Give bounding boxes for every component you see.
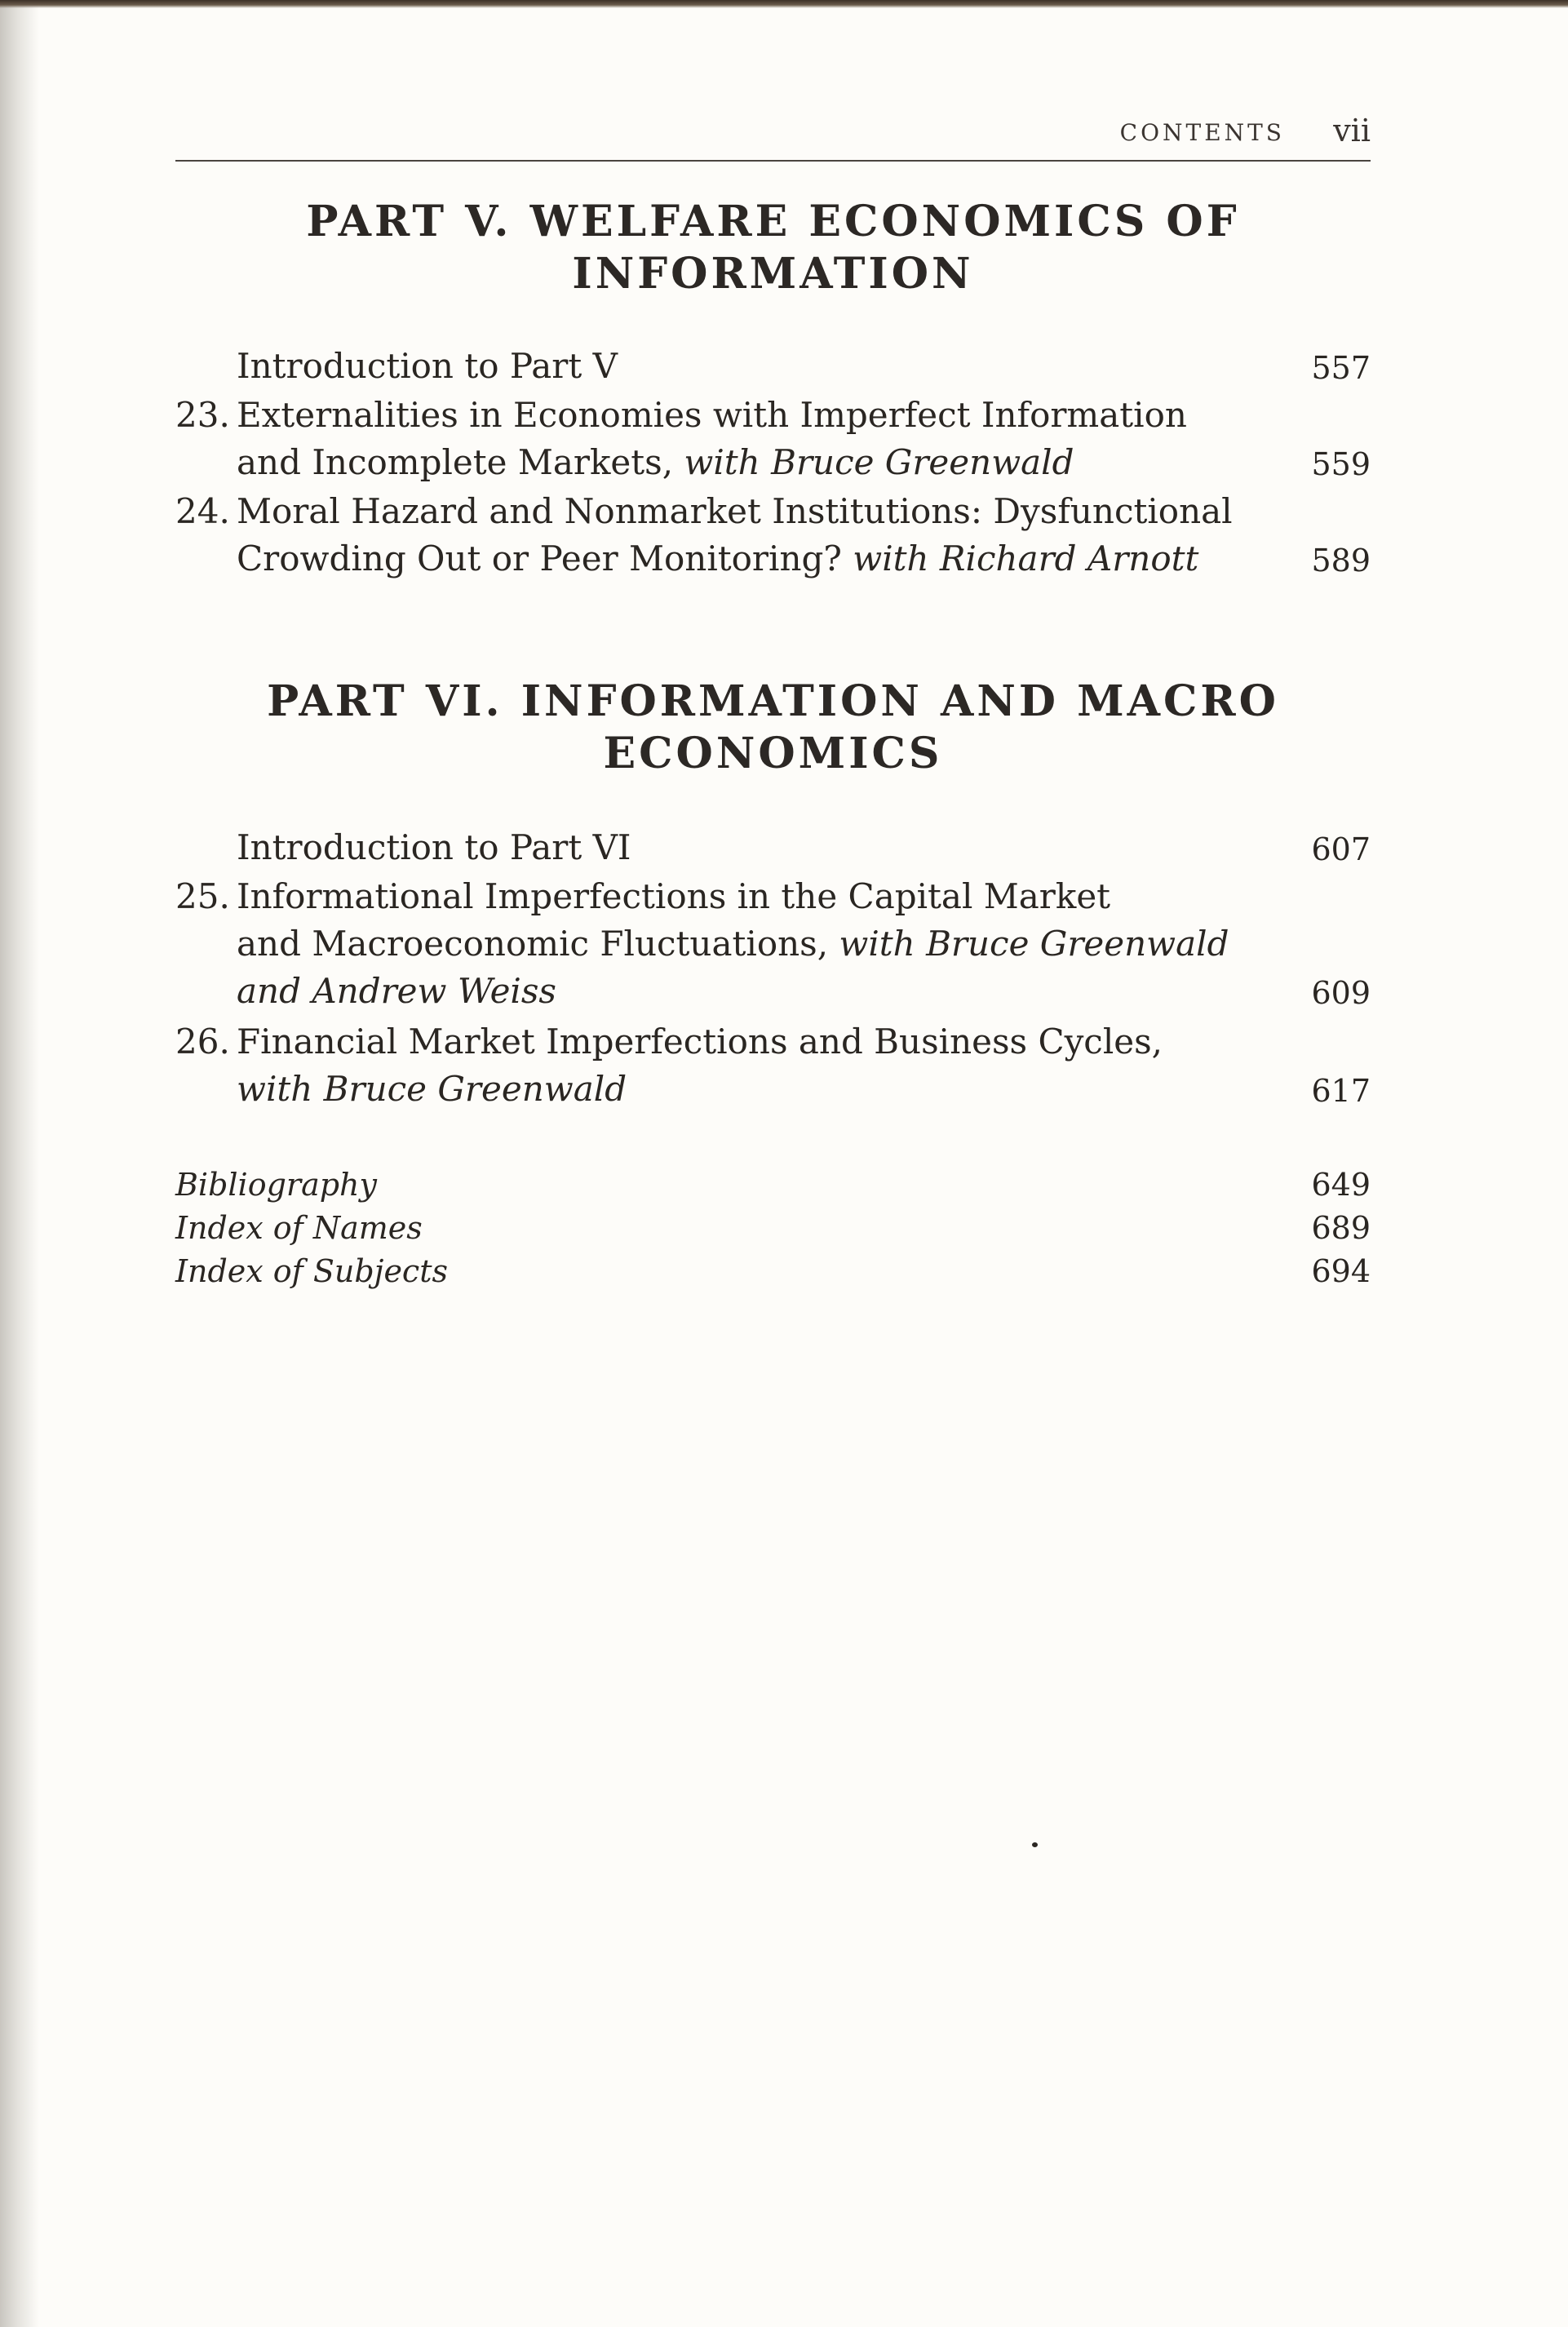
part-6-heading-line1: PART VI. INFORMATION AND MACRO xyxy=(267,676,1279,726)
toc-entry-page: 617 xyxy=(1311,1073,1371,1109)
toc-entry-coauthors: with Bruce Greenwald xyxy=(839,924,1229,964)
toc-entry-title: Index of Names xyxy=(175,1210,423,1246)
toc-entry-page: 557 xyxy=(1311,350,1371,386)
toc-entry-page: 559 xyxy=(1311,446,1371,482)
toc-entry-number: 25. xyxy=(175,876,230,916)
toc-entry-page: 609 xyxy=(1311,975,1371,1011)
toc-entry-number: 26. xyxy=(175,1022,230,1062)
toc-entry-title: Externalities in Economies with Imperfect Information xyxy=(237,395,1187,435)
page-number: vii xyxy=(1333,113,1371,148)
toc-entry-coauthors: with Bruce Greenwald xyxy=(237,1069,627,1109)
toc-entry-number: 24. xyxy=(175,491,230,531)
part-5-heading-line2: INFORMATION xyxy=(572,249,974,299)
ink-speck xyxy=(1032,1842,1038,1847)
toc-entry-title: Informational Imperfections in the Capital Market xyxy=(237,876,1111,916)
toc-entry-title: Bibliography xyxy=(175,1167,377,1203)
toc-entry-coauthors: with Richard Arnott xyxy=(853,539,1199,578)
toc-entry-coauthors-line3: and Andrew Weiss xyxy=(237,971,556,1011)
part-5-heading xyxy=(175,196,1371,300)
toc-entry-title-line2: Crowding Out or Peer Monitoring? with Richard Arnott xyxy=(237,539,1199,578)
toc-entry-title: Financial Market Imperfections and Business Cycles, xyxy=(237,1022,1163,1062)
toc-entry-title: Index of Subjects xyxy=(175,1253,448,1289)
running-head-title: CONTENTS xyxy=(1119,119,1285,146)
toc-entry-page: 694 xyxy=(1311,1253,1371,1289)
page-gutter-shadow xyxy=(0,0,39,2327)
toc-entry-title: Introduction to Part VI xyxy=(237,827,631,867)
header-rule xyxy=(175,160,1371,162)
toc-entry-index-of-names[interactable] xyxy=(175,1207,1371,1249)
part-5-heading-line1: PART V. WELFARE ECONOMICS OF xyxy=(306,197,1240,246)
toc-entry-coauthors: with Bruce Greenwald xyxy=(684,442,1074,482)
part-6-heading-line2: ECONOMICS xyxy=(603,729,943,778)
toc-entry-page: 649 xyxy=(1311,1167,1371,1203)
toc-entry-title-line2: and Incomplete Markets, with Bruce Greenwald xyxy=(237,442,1074,482)
page-top-edge xyxy=(0,0,1568,8)
toc-entry-page: 607 xyxy=(1311,831,1371,867)
toc-entry-page: 589 xyxy=(1311,543,1371,578)
toc-entry-bibliography[interactable] xyxy=(175,1164,1371,1206)
toc-entry-number: 23. xyxy=(175,395,230,435)
toc-entry-page: 689 xyxy=(1311,1210,1371,1246)
toc-entry-title-line2: and Macroeconomic Fluctuations, with Bruce Greenwald xyxy=(237,924,1229,964)
toc-entry-index-of-subjects[interactable] xyxy=(175,1250,1371,1292)
toc-entry-title: Moral Hazard and Nonmarket Institutions: Dysfunctional xyxy=(237,491,1233,531)
part-6-heading xyxy=(175,676,1371,780)
toc-entry-title: Introduction to Part V xyxy=(237,346,618,386)
running-header xyxy=(175,113,1371,162)
